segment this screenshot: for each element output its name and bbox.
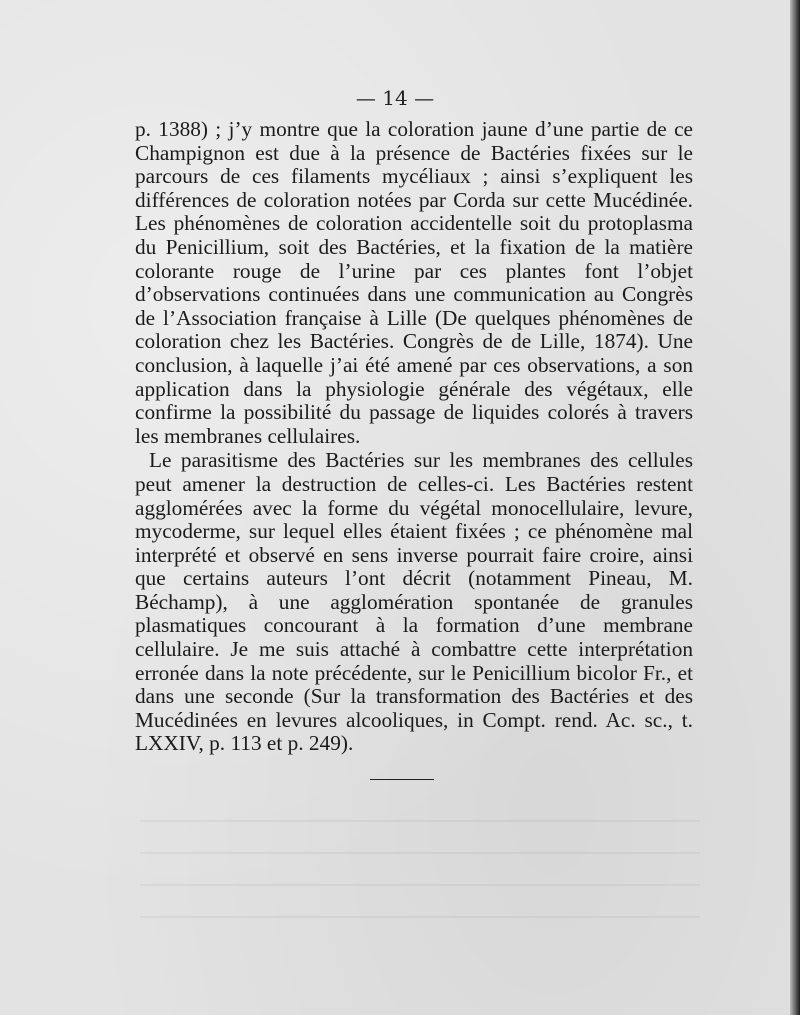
bleed-through-shadow xyxy=(140,916,700,918)
section-divider-rule xyxy=(370,779,434,780)
body-text xyxy=(135,118,693,756)
paragraph-2: Le parasitisme des Bactéries sur les membranes des cellules peut amener la destruction de celles-ci. Les Bactéries restent agglomérées avec la forme du végétal monocellulaire, levure, mycoderme, sur lequel elles étaient fixées ; ce phénomène mal interprété et observé en sens inverse pourrait faire croire, ainsi que certains auteurs l’ont décrit (notamment Pineau, M. Béchamp), à une agglomération spontanée de granules plasmatiques concourant à la formation d’une membrane cellulaire. Je me suis attaché à combattre cette interprétation erronée dans la note précédente, sur le Penicillium bicolor Fr., et dans une seconde (Sur la transformation des Bactéries et des Mucédinées en levures alcooliques, in Compt. rend. Ac. sc., t. LXXIV, p. 113 et p. 249). xyxy=(135,448,693,756)
bleed-through-shadow xyxy=(140,884,700,886)
bleed-through-shadow xyxy=(140,852,700,854)
bleed-through-shadow xyxy=(140,820,700,822)
page-number: — 14 — xyxy=(355,86,435,110)
paragraph-1: p. 1388) ; j’y montre que la coloration jaune d’une partie de ce Champignon est due à la présence de Bactéries fixées sur le parcours de ces filaments mycéliaux ; ainsi s’expliquent les différences de coloration notées par Corda sur cette Mucédinée. Les phénomènes de coloration accidentelle soit du protoplasma du Penicillium, soit des Bactéries, et la fixation de la matière colorante rouge de l’urine par ces plantes font l’objet d’observations continuées dans une communication au Congrès de l’Association française à Lille (De quelques phénomènes de coloration chez les Bactéries. Congrès de de Lille, 1874). Une conclusion, à laquelle j’ai été amené par ces observations, a son application dans la physiologie générale des végétaux, elle confirme la possibilité du passage de liquides colorés à travers les membranes cellulaires. xyxy=(135,117,693,448)
page-edge-shadow xyxy=(790,0,800,1015)
